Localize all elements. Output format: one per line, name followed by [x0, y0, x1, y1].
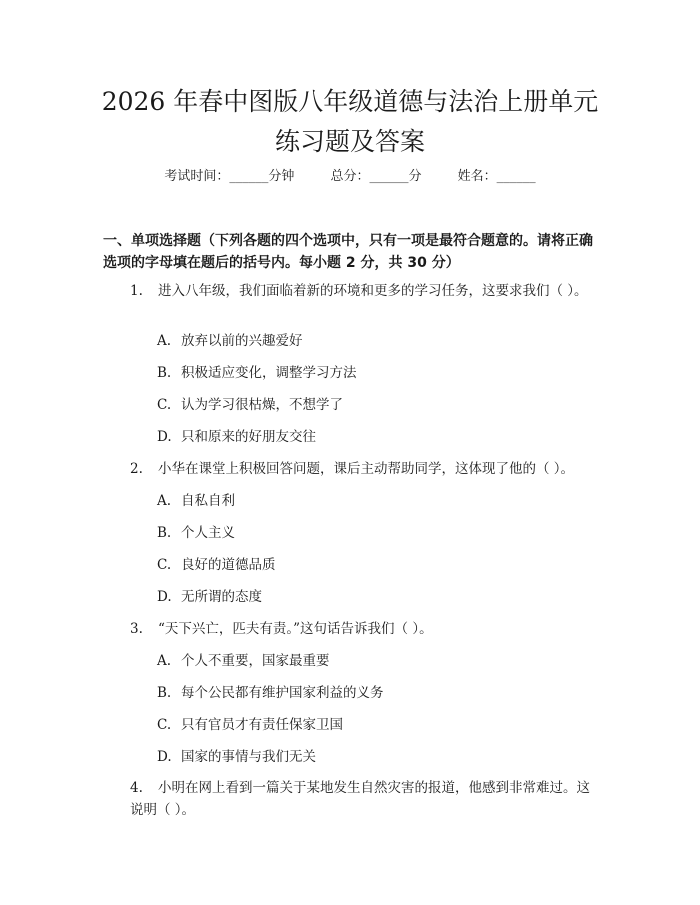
option-text: 只有官员才有责任保家卫国 — [181, 717, 343, 733]
exam-score — [330, 169, 421, 184]
question-number: 3. — [130, 621, 143, 637]
option-letter: B. — [157, 685, 172, 701]
question-text: “天下兴亡，匹夫有责。”这句话告诉我们（ ）。 — [158, 621, 433, 637]
question-2-option-d — [157, 586, 262, 608]
question-text: 小华在课堂上积极回答问题，课后主动帮助同学，这体现了他的（ ）。 — [158, 461, 575, 477]
option-text: 放弃以前的兴趣爱好 — [181, 333, 303, 349]
question-number: 4. — [130, 780, 143, 796]
option-letter: D. — [157, 589, 172, 605]
option-text: 良好的道德品质 — [181, 557, 276, 573]
option-letter: D. — [157, 749, 172, 765]
option-text: 每个公民都有维护国家利益的义务 — [181, 685, 384, 701]
option-text: 自私自利 — [181, 493, 235, 509]
exam-score-unit: 分 — [408, 169, 422, 184]
question-3-option-a — [157, 650, 330, 672]
question-1 — [103, 280, 600, 302]
question-1-option-b — [157, 362, 357, 384]
exam-time-blank: ______ — [229, 169, 269, 184]
option-letter: A. — [157, 333, 172, 349]
option-text: 国家的事情与我们无关 — [181, 749, 316, 765]
question-3-option-d — [157, 746, 316, 768]
option-letter: A. — [157, 493, 172, 509]
option-text: 只和原来的好朋友交往 — [181, 429, 316, 445]
exam-score-label: 总分： — [330, 169, 370, 184]
question-2 — [103, 458, 600, 480]
option-text: 无所谓的态度 — [181, 589, 262, 605]
question-1-option-c — [157, 394, 343, 416]
exam-score-blank: ______ — [369, 169, 409, 184]
question-number: 1. — [130, 283, 143, 299]
section-1-header: 一、单项选择题（下列各题的四个选项中，只有一项是最符合题意的。请将正确选项的字母填在题后的括号内。每小题 2 分，共 30 分） — [103, 233, 593, 271]
option-text: 个人不重要，国家最重要 — [181, 653, 330, 669]
exam-time — [164, 169, 294, 184]
option-letter: C. — [157, 557, 172, 573]
option-letter: C. — [157, 397, 172, 413]
title-line-1: 2026 年春中图版八年级道德与法治上册单元 — [101, 87, 599, 116]
option-letter: A. — [157, 653, 172, 669]
exam-name-blank: ______ — [496, 169, 536, 184]
option-letter: B. — [157, 365, 172, 381]
exam-time-unit: 分钟 — [268, 169, 295, 184]
question-3-option-c — [157, 714, 343, 736]
option-text: 积极适应变化，调整学习方法 — [181, 365, 357, 381]
title-line-2: 练习题及答案 — [274, 127, 425, 156]
question-text: 进入八年级，我们面临着新的环境和更多的学习任务，这要求我们（ ）。 — [158, 283, 588, 299]
question-2-option-b — [157, 522, 235, 544]
question-3 — [103, 618, 600, 640]
question-2-option-c — [157, 554, 276, 576]
question-1-option-d — [157, 426, 316, 448]
option-text: 个人主义 — [181, 525, 235, 541]
question-1-option-a — [157, 330, 303, 352]
option-letter: D. — [157, 429, 172, 445]
document-title — [60, 82, 640, 162]
option-letter: B. — [157, 525, 172, 541]
exam-name — [458, 169, 536, 184]
question-4 — [103, 777, 600, 821]
exam-time-label: 考试时间： — [164, 169, 230, 184]
exam-name-label: 姓名： — [457, 169, 497, 184]
question-text: 小明在网上看到一篇关于某地发生自然灾害的报道，他感到非常难过。这说明（ ）。 — [130, 780, 590, 818]
question-2-option-a — [157, 490, 235, 512]
question-3-option-b — [157, 682, 384, 704]
option-letter: C. — [157, 717, 172, 733]
option-text: 认为学习很枯燥，不想学了 — [181, 397, 343, 413]
question-number: 2. — [130, 461, 143, 477]
exam-info — [0, 167, 700, 187]
